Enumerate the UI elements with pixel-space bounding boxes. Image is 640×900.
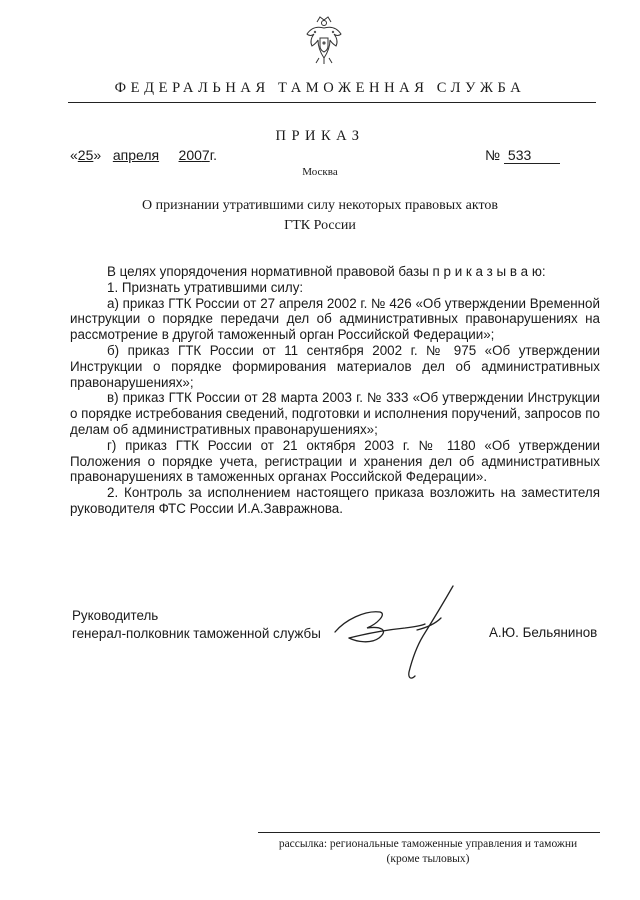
body-item-1: 1. Признать утратившими силу: <box>107 279 304 295</box>
handwritten-signature <box>325 580 475 690</box>
coat-of-arms-emblem <box>303 14 345 66</box>
document-type: ПРИКАЗ <box>275 128 365 144</box>
agency-name: ФЕДЕРАЛЬНАЯ ТАМОЖЕННАЯ СЛУЖБА <box>114 80 526 96</box>
document-city: Москва <box>302 166 338 178</box>
document-body <box>70 264 600 517</box>
date-open-quote: « <box>70 147 78 163</box>
date-year-handwritten: 7 <box>201 147 210 163</box>
distribution-divider <box>258 832 600 833</box>
distribution-line-2: (кроме тыловых) <box>386 853 470 865</box>
signatory-title-line-2: генерал-полковник таможенной службы <box>72 626 321 641</box>
body-item-1c: в) приказ ГТК России от 28 марта 2003 г. № 333 «Об утверждении Инструкции о порядке истребования сведений, подготовки и исполнения поручений, запросов по делам об административных правонарушениях»; <box>70 390 601 437</box>
subject-line-2: ГТК России <box>284 218 356 233</box>
distribution-line-1: рассылка: региональные таможенные управления и таможни <box>278 838 578 850</box>
signatory-title-line-1: Руководитель <box>72 608 159 623</box>
number-label: № <box>485 147 501 163</box>
date-day: 25 <box>77 147 94 163</box>
header-divider <box>68 102 596 103</box>
body-item-2: 2. Контроль за исполнением настоящего приказа возложить на заместителя руководителя ФТС России И.А.Завражнова. <box>70 485 600 516</box>
date-close-quote: » <box>93 147 102 163</box>
date-year-suffix: г. <box>209 147 217 163</box>
body-item-1b: б) приказ ГТК России от 11 сентября 2002 г. № 975 «Об утверждении Инструкции о порядке формирования материалов дел об административных правонарушениях»; <box>70 342 600 390</box>
body-item-1d: г) приказ ГТК России от 21 октября 2003 г. № 1180 «Об утверждении Положения о порядке учета, регистрации и хранения дел об административных правонарушениях в таможенных органах Российской Федерации». <box>70 437 600 485</box>
body-item-1a: а) приказ ГТК России от 27 апреля 2002 г. № 426 «Об утверждении Временной инструкции о порядке передачи дел об административных правонарушениях на рассмотрение в другой таможенный орган Российской Федерации»; <box>70 295 600 343</box>
document-date <box>70 147 217 163</box>
document-number <box>485 147 560 164</box>
subject-line-1: О признании утратившими силу некоторых правовых актов <box>141 198 499 213</box>
signatory-name: А.Ю. Бельянинов <box>489 625 598 640</box>
body-intro: В целях упорядочения нормативной правовой базы п р и к а з ы в а ю: <box>107 264 546 279</box>
document-subject <box>90 196 550 236</box>
date-month: апреля <box>112 147 160 163</box>
number-value: 533 <box>504 147 560 164</box>
distribution-list <box>256 837 600 867</box>
signatory-title <box>72 607 321 643</box>
date-year: 200 <box>178 147 202 163</box>
